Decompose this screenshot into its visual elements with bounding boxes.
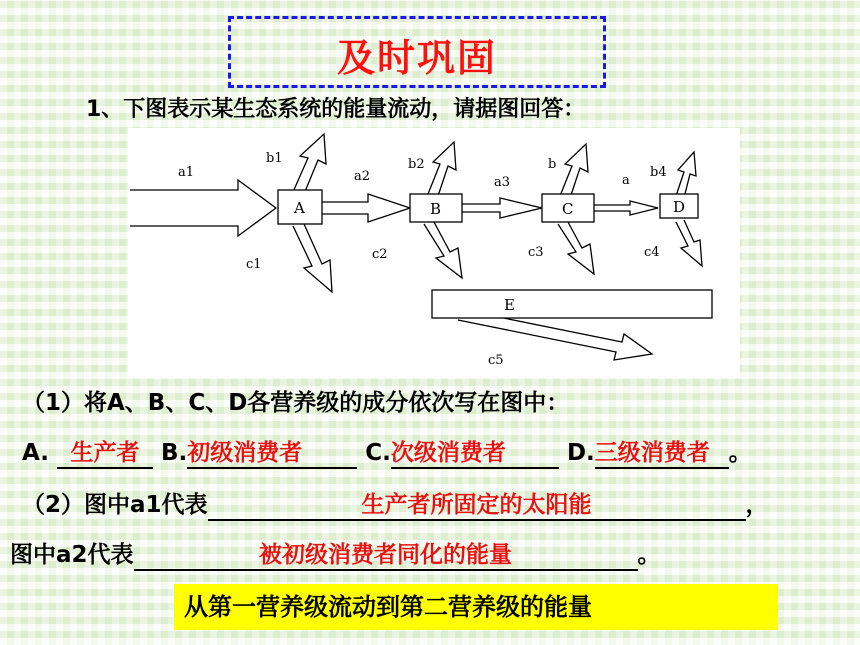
- label-C: C.: [365, 440, 391, 466]
- label-b: b: [548, 157, 557, 172]
- prompt-a1: （2）图中a1代表: [22, 492, 208, 518]
- end-a1: ，: [745, 492, 769, 518]
- label-b1: b1: [266, 151, 283, 166]
- node-A-label: A: [294, 199, 305, 217]
- answer-A: 生产者: [57, 434, 153, 469]
- part1-answers: [22, 434, 752, 469]
- label-c3: c3: [528, 245, 544, 260]
- arrow-a2: [313, 194, 410, 222]
- node-B-label: B: [430, 200, 442, 218]
- energy-flow-svg: [128, 128, 740, 378]
- arrow-b: [560, 144, 588, 198]
- end-period: 。: [728, 440, 752, 466]
- arrow-a1: [130, 180, 276, 236]
- answer-D: 三级消费者: [595, 434, 729, 469]
- highlight-note: 从第一营养级流动到第二营养级的能量: [174, 584, 778, 630]
- answer-a2: 被初级消费者同化的能量: [134, 536, 638, 571]
- arrow-c3: [558, 222, 594, 274]
- node-D-label: D: [673, 198, 686, 216]
- answer-B: 初级消费者: [187, 434, 357, 469]
- arrow-b2: [428, 142, 456, 196]
- part1-prompt: （1）将A、B、C、D各营养级的成分依次写在图中：: [22, 390, 570, 416]
- label-b2: b2: [408, 157, 425, 172]
- label-a2: a2: [354, 169, 371, 184]
- part2-a2: [10, 536, 661, 571]
- energy-flow-diagram: [128, 128, 740, 378]
- page-title: 及时巩固: [336, 36, 497, 80]
- label-A: A.: [22, 440, 49, 466]
- prompt-a2: 图中a2代表: [10, 542, 134, 568]
- arrow-b1: [293, 134, 326, 194]
- arrow-a: [594, 201, 658, 215]
- node-E: [432, 290, 712, 318]
- title-box: [228, 16, 606, 88]
- label-a3: a3: [494, 175, 511, 190]
- part2-a1: [22, 486, 769, 521]
- label-B: B.: [161, 440, 188, 466]
- label-a: a: [622, 173, 630, 188]
- label-c2: c2: [372, 247, 388, 262]
- label-c4: c4: [644, 245, 660, 260]
- node-E-label: E: [504, 296, 515, 314]
- answer-a1: 生产者所固定的太阳能: [208, 486, 746, 521]
- arrow-a3: [461, 198, 542, 218]
- arrow-c2: [424, 222, 462, 278]
- label-a1: a1: [178, 165, 195, 180]
- label-c1: c1: [246, 257, 262, 272]
- question-1-stem: 1、下图表示某生态系统的能量流动，请据图回答：: [86, 97, 586, 122]
- answer-C: 次级消费者: [391, 434, 559, 469]
- label-b4: b4: [650, 165, 667, 180]
- arrow-b4: [676, 152, 696, 198]
- label-D: D.: [566, 440, 595, 466]
- end-a2: 。: [637, 542, 661, 568]
- label-c5: c5: [488, 353, 504, 368]
- arrow-c1: [293, 224, 332, 292]
- node-C-label: C: [562, 200, 574, 218]
- arrow-c4: [676, 220, 702, 266]
